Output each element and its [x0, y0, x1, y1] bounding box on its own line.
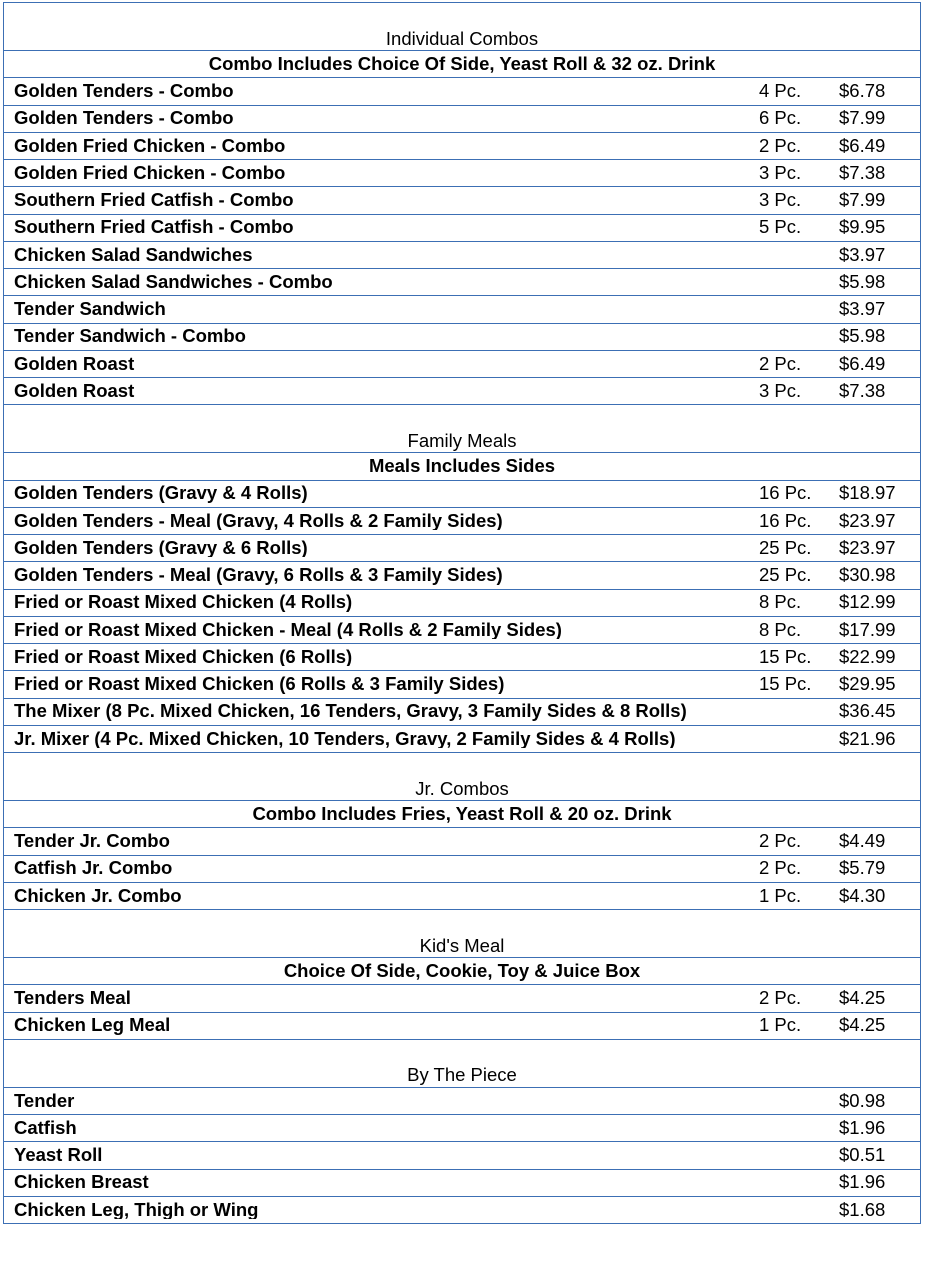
section-subtitle-row: [4, 801, 920, 828]
menu-item-row: [4, 481, 920, 508]
menu-item-price: $3.97: [839, 243, 886, 265]
section-title: Family Meals: [407, 429, 517, 451]
menu-item-row: [4, 562, 920, 589]
menu-item-row: [4, 1170, 920, 1197]
menu-item-price: $7.38: [839, 379, 886, 401]
menu-item-price: $23.97: [839, 509, 896, 531]
menu-item-row: [4, 187, 920, 214]
menu-item-name: Chicken Jr. Combo: [14, 886, 182, 906]
menu-item-row: [4, 856, 920, 883]
menu-item-name: Yeast Roll: [14, 1146, 103, 1165]
menu-item-name: Fried or Roast Mixed Chicken (4 Rolls): [14, 593, 353, 612]
menu-item-row: [4, 883, 920, 910]
menu-item-name: Tender: [14, 1091, 75, 1111]
menu-item-price: $5.98: [839, 270, 886, 292]
menu-item-price: $4.25: [839, 987, 886, 1009]
menu-item-qty: 4 Pc.: [759, 80, 802, 102]
menu-item-qty: 15 Pc.: [759, 673, 812, 695]
menu-item-row: [4, 106, 920, 133]
menu-item-price: $36.45: [839, 700, 896, 722]
menu-item-name: Golden Tenders - Meal (Gravy, 4 Rolls & 2 Family Sides): [14, 511, 503, 531]
menu-item-name: Southern Fried Catfish - Combo: [14, 218, 294, 237]
section-title-row: [4, 753, 920, 801]
section-title: Jr. Combos: [415, 777, 509, 799]
menu-item-price: $6.49: [839, 134, 886, 156]
menu-item-name: Golden Fried Chicken - Combo: [14, 136, 286, 156]
menu-item-price: $7.99: [839, 107, 886, 129]
menu-item-price: $9.95: [839, 216, 886, 238]
menu-item-price: $12.99: [839, 591, 896, 613]
menu-item-qty: 3 Pc.: [759, 189, 802, 211]
menu-item-name: Southern Fried Catfish - Combo: [14, 191, 294, 210]
menu-item-row: [4, 324, 920, 351]
section-subtitle: Combo Includes Choice Of Side, Yeast Roll & 32 oz. Drink: [208, 52, 716, 74]
menu-item-qty: 16 Pc.: [759, 509, 812, 531]
section-subtitle: Choice Of Side, Cookie, Toy & Juice Box: [283, 959, 641, 981]
menu-item-row: [4, 160, 920, 187]
menu-item-price: $17.99: [839, 618, 896, 640]
menu-item-price: $29.95: [839, 673, 896, 695]
menu-item-qty: 1 Pc.: [759, 884, 802, 906]
menu-item-row: [4, 726, 920, 753]
menu-item-row: [4, 1142, 920, 1169]
menu-item-name: Golden Roast: [14, 354, 135, 374]
menu-item-name: Tender Sandwich - Combo: [14, 327, 246, 346]
menu-item-name: Chicken Breast: [14, 1173, 149, 1192]
menu-item-name: Golden Roast: [14, 381, 135, 401]
menu-item-price: $1.68: [839, 1198, 886, 1220]
menu-item-row: [4, 508, 920, 535]
menu-item-row: [4, 590, 920, 617]
menu-item-row: [4, 78, 920, 105]
menu-item-row: [4, 535, 920, 562]
menu-item-qty: 2 Pc.: [759, 857, 802, 879]
menu-item-price: $6.78: [839, 80, 886, 102]
menu-item-name: Fried or Roast Mixed Chicken (6 Rolls & 3 Family Sides): [14, 675, 505, 694]
menu-item-price: $30.98: [839, 564, 896, 586]
menu-item-row: [4, 133, 920, 160]
menu-item-row: [4, 617, 920, 644]
menu-item-price: $0.51: [839, 1144, 886, 1166]
menu-item-name: Jr. Mixer (4 Pc. Mixed Chicken, 10 Tenders, Gravy, 2 Family Sides & 4 Rolls): [14, 729, 676, 749]
menu-item-qty: 8 Pc.: [759, 591, 802, 613]
menu-item-price: $7.38: [839, 161, 886, 183]
menu-item-name: Fried or Roast Mixed Chicken - Meal (4 Rolls & 2 Family Sides): [14, 620, 562, 640]
menu-item-name: Chicken Leg, Thigh or Wing: [14, 1200, 259, 1220]
section-subtitle: Meals Includes Sides: [368, 455, 556, 477]
menu-item-name: Golden Tenders - Combo: [14, 82, 234, 101]
menu-item-row: [4, 1197, 920, 1224]
menu-item-qty: 3 Pc.: [759, 161, 802, 183]
section-title-row: [4, 405, 920, 453]
section-subtitle-row: [4, 453, 920, 480]
menu-item-price: $5.98: [839, 325, 886, 347]
menu-item-name: Golden Tenders - Combo: [14, 109, 234, 128]
menu-item-row: [4, 351, 920, 378]
menu-item-qty: 15 Pc.: [759, 645, 812, 667]
menu-item-price: $4.49: [839, 830, 886, 852]
menu-item-row: [4, 1115, 920, 1142]
menu-item-qty: 25 Pc.: [759, 564, 812, 586]
section-subtitle-row: [4, 51, 920, 78]
menu-item-row: [4, 269, 920, 296]
section-title-row: [4, 3, 920, 51]
menu-item-price: $3.97: [839, 298, 886, 320]
menu-item-price: $1.96: [839, 1116, 886, 1138]
menu-item-row: [4, 378, 920, 405]
menu-item-row: [4, 1088, 920, 1115]
menu-item-name: Golden Fried Chicken - Combo: [14, 163, 286, 183]
menu-item-price: $4.25: [839, 1014, 886, 1036]
menu-item-name: Catfish Jr. Combo: [14, 859, 173, 878]
menu-item-name: Tender Jr. Combo: [14, 832, 170, 851]
menu-item-row: [4, 1013, 920, 1040]
section-title: Individual Combos: [385, 27, 539, 49]
menu-item-price: $4.30: [839, 884, 886, 906]
menu-item-name: Catfish: [14, 1118, 77, 1138]
menu-item-price: $7.99: [839, 189, 886, 211]
section-subtitle: Combo Includes Fries, Yeast Roll & 20 oz. Drink: [252, 802, 672, 824]
menu-item-price: $18.97: [839, 482, 896, 504]
menu-item-name: Golden Tenders (Gravy & 4 Rolls): [14, 484, 308, 503]
menu-item-qty: 8 Pc.: [759, 618, 802, 640]
menu-item-name: Golden Tenders (Gravy & 6 Rolls): [14, 538, 308, 558]
menu-item-qty: 1 Pc.: [759, 1014, 802, 1036]
section-title-row: [4, 910, 920, 958]
menu-item-name: The Mixer (8 Pc. Mixed Chicken, 16 Tenders, Gravy, 3 Family Sides & 8 Rolls): [14, 702, 687, 721]
menu-item-row: [4, 828, 920, 855]
menu-item-qty: 16 Pc.: [759, 482, 812, 504]
menu-item-name: Chicken Leg Meal: [14, 1016, 171, 1035]
menu-item-row: [4, 644, 920, 671]
menu-table: [3, 2, 921, 1224]
menu-item-name: Chicken Salad Sandwiches: [14, 245, 253, 265]
menu-item-row: [4, 242, 920, 269]
menu-item-price: $22.99: [839, 645, 896, 667]
menu-item-name: Fried or Roast Mixed Chicken (6 Rolls): [14, 647, 353, 667]
menu-item-qty: 2 Pc.: [759, 134, 802, 156]
menu-item-row: [4, 215, 920, 242]
menu-item-qty: 3 Pc.: [759, 379, 802, 401]
menu-item-price: $5.79: [839, 857, 886, 879]
menu-item-qty: 2 Pc.: [759, 830, 802, 852]
menu-item-name: Golden Tenders - Meal (Gravy, 6 Rolls & 3 Family Sides): [14, 566, 503, 585]
menu-item-price: $0.98: [839, 1089, 886, 1111]
menu-item-qty: 25 Pc.: [759, 536, 812, 558]
menu-item-qty: 6 Pc.: [759, 107, 802, 129]
menu-item-name: Tenders Meal: [14, 989, 131, 1008]
menu-item-row: [4, 699, 920, 726]
section-title: Kid's Meal: [419, 934, 505, 956]
menu-item-row: [4, 985, 920, 1012]
section-title: By The Piece: [407, 1064, 517, 1086]
menu-item-name: Chicken Salad Sandwiches - Combo: [14, 272, 333, 292]
section-subtitle-row: [4, 958, 920, 985]
menu-item-row: [4, 296, 920, 323]
menu-item-qty: 2 Pc.: [759, 352, 802, 374]
menu-item-row: [4, 671, 920, 698]
menu-item-qty: 2 Pc.: [759, 987, 802, 1009]
section-title-row: [4, 1040, 920, 1088]
menu-item-price: $1.96: [839, 1171, 886, 1193]
menu-item-name: Tender Sandwich: [14, 300, 166, 319]
menu-item-price: $6.49: [839, 352, 886, 374]
menu-item-price: $23.97: [839, 536, 896, 558]
menu-item-qty: 5 Pc.: [759, 216, 802, 238]
menu-item-price: $21.96: [839, 727, 896, 749]
